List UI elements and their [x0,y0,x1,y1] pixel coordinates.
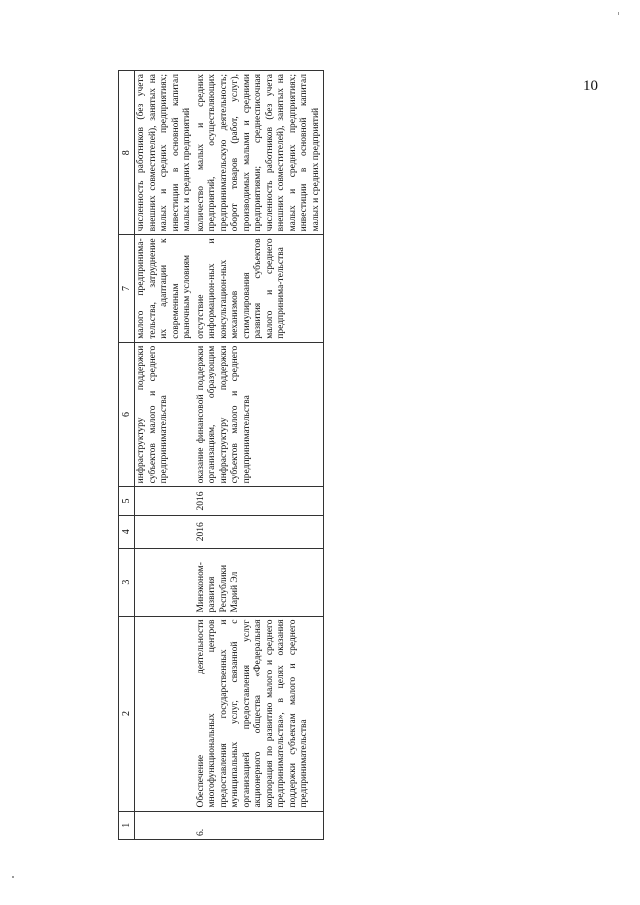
end-year: 2016 [195,487,324,515]
header-col-2: 2 [119,616,135,811]
page-number: 10 [583,78,598,94]
measure-name: Обеспечение деятельности многофункциональных центров предоставления государственных и муниципальных услуг, связанной с организацией предоставления услуг акционерного общества «Федеральная корпорация по развитию малого и среднего предпринимательства», в целях оказания поддержки субъектам малого и среднего предпринимательства [195,616,324,811]
continuation-result: инфраструктуру поддержки субъектов малого и среднего предпринимательства [135,342,195,487]
header-col-3: 3 [119,548,135,616]
executor: Минэконом-развития Республики Марий Эл [195,548,324,616]
scan-mark [12,876,14,878]
consequences: отсутствие информацион-ных и консультацион-ных механизмов стимулирования развития субъектов малого и среднего предпринима-тельства [195,235,324,342]
header-col-4: 4 [119,515,135,548]
rotated-table-wrapper [118,70,513,840]
scan-mark [618,12,619,15]
table-row [195,71,324,840]
start-year: 2016 [195,515,324,548]
header-row [119,71,135,840]
header-col-1: 1 [119,811,135,839]
row-number: 6. [195,811,324,839]
continuation-consequences: малого предпринима-тельства, затруднение их адаптации к современным рыночным условиям [135,235,195,342]
header-col-8: 8 [119,71,135,235]
indicators: количество малых и средних предприятий, осуществляющих предпринимательскую деятельность; оборот товаров (работ, услуг), производимых малыми и средними предприятиями; среднесписочная численность работников (без учета внешних совместителей), занятых на малых и средних предприятиях; инвестиции в основной капитал малых и средних предприятий [195,71,324,235]
expected-result: оказание финансовой поддержки организациям, образующим инфраструктуру поддержки субъектов малого и среднего предпринимательства [195,342,324,487]
header-col-6: 6 [119,342,135,487]
program-table [118,70,324,840]
header-col-7: 7 [119,235,135,342]
continuation-row [135,71,195,840]
continuation-indicators: численность работников (без учета внешних совместителей), занятых на малых и средних предприятиях; инвестиции в основной капитал малых и средних предприятий [135,71,195,235]
header-col-5: 5 [119,487,135,515]
